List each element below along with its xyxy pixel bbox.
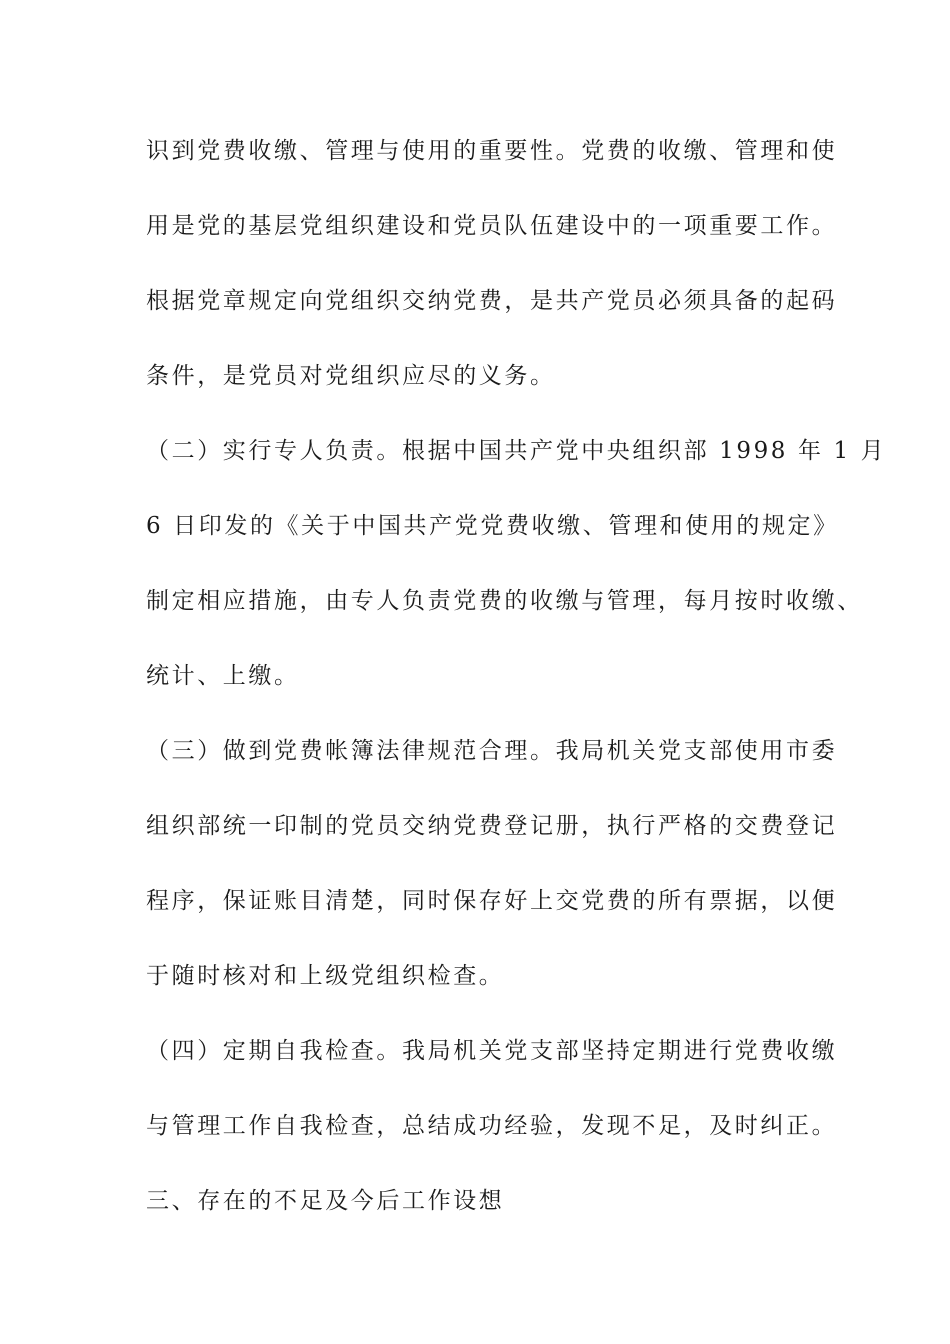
text-line-7: 制定相应措施，由专人负责党费的收缴与管理，每月按时收缴、 bbox=[146, 588, 863, 614]
text-line-6: 6 日印发的《关于中国共产党党费收缴、管理和使用的规定》 bbox=[146, 513, 839, 539]
text-line-10: 组织部统一印制的党员交纳党费登记册，执行严格的交费登记 bbox=[146, 813, 838, 839]
part-three-heading: 三、存在的不足及今后工作设想 bbox=[146, 1188, 505, 1214]
text-line-4: 条件，是党员对党组织应尽的义务。 bbox=[146, 363, 556, 389]
text-line-12: 于随时核对和上级党组织检查。 bbox=[146, 963, 505, 989]
text-line-3: 根据党章规定向党组织交纳党费，是共产党员必须具备的起码 bbox=[146, 288, 838, 314]
text-line-2: 用是党的基层党组织建设和党员队伍建设中的一项重要工作。 bbox=[146, 213, 838, 239]
text-line-11: 程序，保证账目清楚，同时保存好上交党费的所有票据，以便 bbox=[146, 888, 838, 914]
section-four-heading: （四）定期自我检查。我局机关党支部坚持定期进行党费收缴 bbox=[146, 1038, 838, 1064]
text-line-8: 统计、上缴。 bbox=[146, 663, 300, 689]
text-line-1: 识到党费收缴、管理与使用的重要性。党费的收缴、管理和使 bbox=[146, 138, 838, 164]
section-two-heading: （二）实行专人负责。根据中国共产党中央组织部 1998 年 1 月 bbox=[146, 438, 887, 464]
text-line-14: 与管理工作自我检查，总结成功经验，发现不足，及时纠正。 bbox=[146, 1113, 838, 1139]
section-three-heading: （三）做到党费帐簿法律规范合理。我局机关党支部使用市委 bbox=[146, 738, 838, 764]
